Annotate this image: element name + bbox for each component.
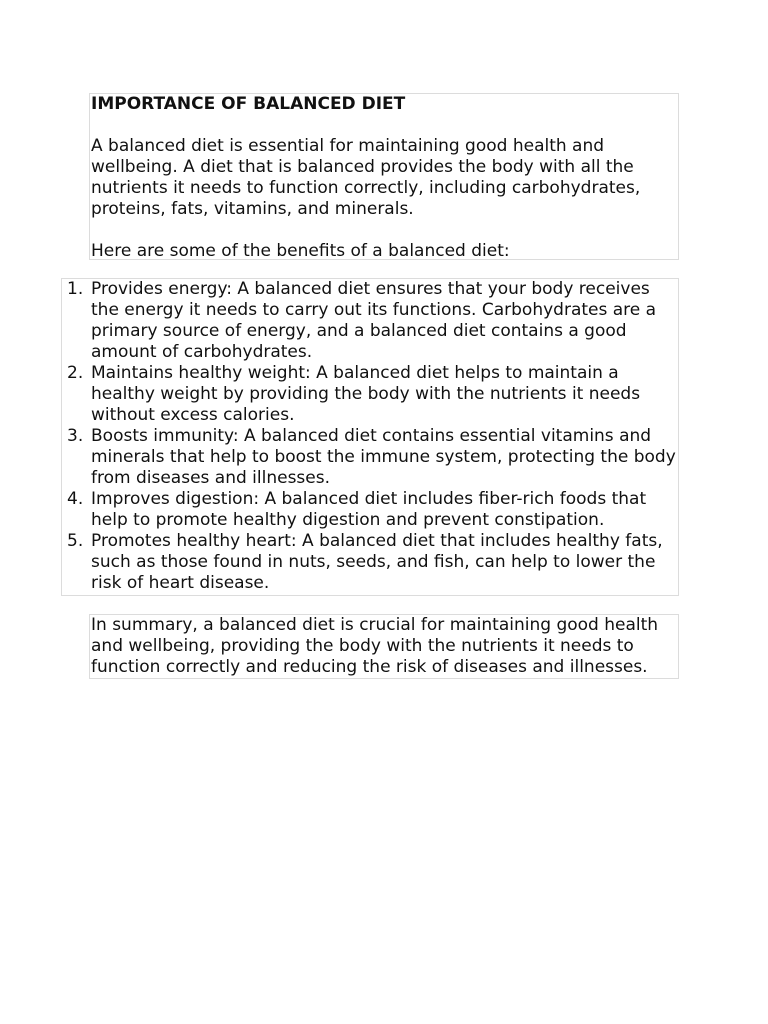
list-item bbox=[62, 426, 678, 489]
summary-section bbox=[89, 614, 679, 679]
list-item bbox=[62, 279, 678, 363]
list-item bbox=[62, 531, 678, 594]
list-item-text: Maintains healthy weight: A balanced diet helps to maintain a healthy weight by providing the body with the nutrients it needs without excess calories. bbox=[91, 363, 641, 425]
document-title: IMPORTANCE OF BALANCED DIET bbox=[91, 94, 406, 114]
benefits-lead-in: Here are some of the benefits of a balanced diet: bbox=[91, 241, 510, 261]
list-item-number: 2. bbox=[67, 363, 84, 383]
summary-paragraph: In summary, a balanced diet is crucial for maintaining good health and wellbeing, providing the body with the nutrients it needs to function correctly and reducing the risk of diseases and illnesses. bbox=[91, 615, 659, 677]
list-item-number: 3. bbox=[67, 426, 84, 446]
list-item-number: 1. bbox=[67, 279, 84, 299]
benefits-list bbox=[62, 279, 678, 594]
list-item-text: Promotes healthy heart: A balanced diet that includes healthy fats, such as those found in nuts, seeds, and fish, can help to lower the risk of heart disease. bbox=[91, 531, 663, 593]
list-item-text: Provides energy: A balanced diet ensures that your body receives the energy it needs to carry out its functions. Carbohydrates are a primary source of energy, and a balanced diet contains a good amount of carbohydrates. bbox=[91, 279, 657, 362]
list-item-text: Improves digestion: A balanced diet includes fiber-rich foods that help to promote healthy digestion and prevent constipation. bbox=[91, 489, 647, 530]
list-item-number: 5. bbox=[67, 531, 84, 551]
intro-paragraph: A balanced diet is essential for maintaining good health and wellbeing. A diet that is balanced provides the body with all the nutrients it needs to function correctly, including carbohydrates, proteins, fats, vitamins, and minerals. bbox=[91, 136, 641, 219]
list-item-text: Boosts immunity: A balanced diet contains essential vitamins and minerals that help to boost the immune system, protecting the body from diseases and illnesses. bbox=[91, 426, 676, 488]
benefits-list-section bbox=[61, 278, 679, 596]
list-item bbox=[62, 363, 678, 426]
intro-section bbox=[89, 93, 679, 260]
list-item bbox=[62, 489, 678, 531]
list-item-number: 4. bbox=[67, 489, 84, 509]
